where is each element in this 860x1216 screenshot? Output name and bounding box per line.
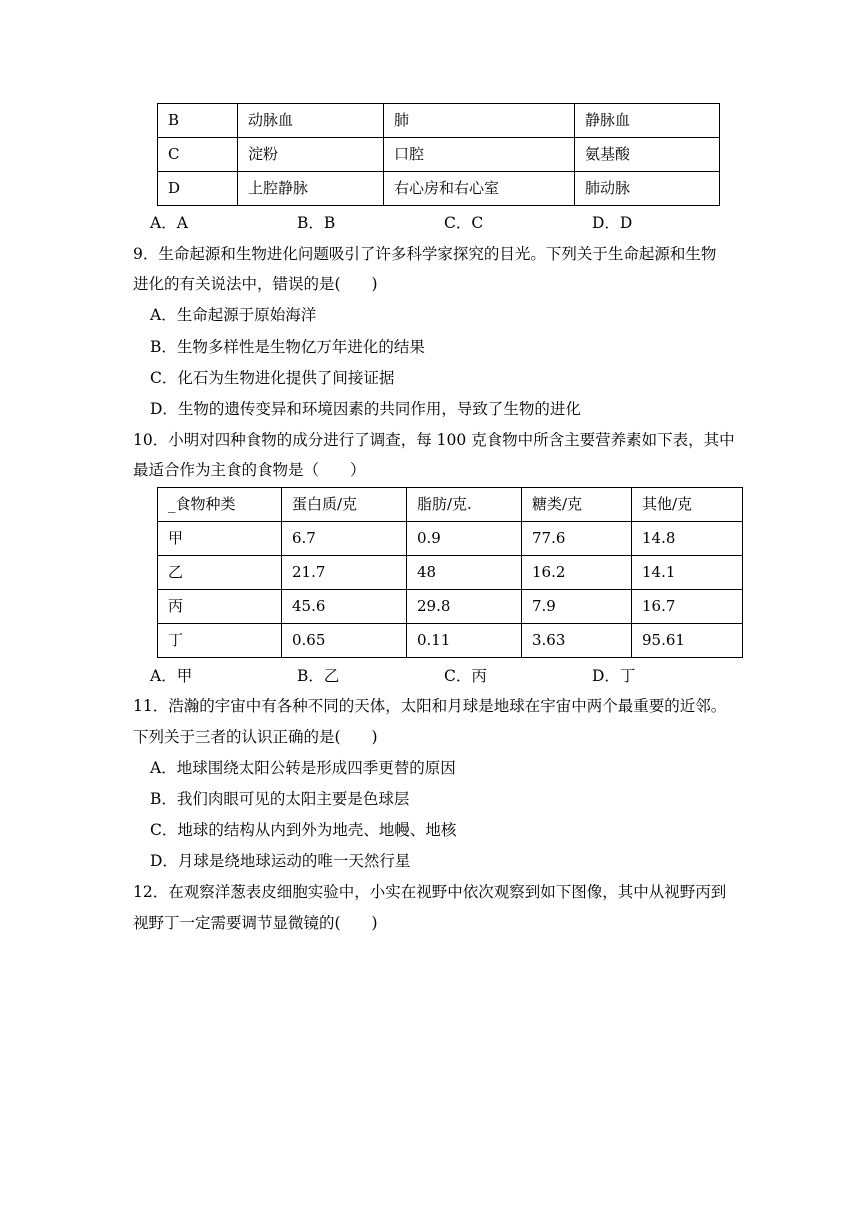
table-cell: 14.1: [632, 556, 743, 590]
table-cell: 丁: [158, 624, 282, 658]
column-header: 脂肪/克.: [407, 488, 522, 522]
table-row: [158, 172, 720, 206]
table-cell: 0.9: [407, 522, 522, 556]
table-cell: 6.7: [282, 522, 407, 556]
q10-option-a: A．甲: [150, 667, 193, 685]
table-row: [158, 138, 720, 172]
q12-stem-line-2: 视野丁一定需要调节显微镜的( ): [133, 914, 378, 932]
column-header: 蛋白质/克: [282, 488, 407, 522]
q12-stem-line-1: 12．在观察洋葱表皮细胞实验中，小实在视野中依次观察到如下图像，其中从视野丙到: [133, 883, 727, 901]
q8-option-b: B．B: [297, 214, 336, 232]
table-cell: 21.7: [282, 556, 407, 590]
q10-option-c: C．丙: [444, 667, 487, 685]
q8-option-c: C．C: [444, 214, 484, 232]
q9-stem-line-1: 9．生命起源和生物进化问题吸引了许多科学家探究的目光。下列关于生命起源和生物: [133, 245, 717, 263]
table-cell: 丙: [158, 590, 282, 624]
table-cell: 静脉血: [575, 104, 720, 138]
q10-option-d: D．丁: [592, 667, 636, 685]
table-cell: 肺动脉: [575, 172, 720, 206]
q10-stem-line-1: 10．小明对四种食物的成分进行了调查，每 100 克食物中所含主要营养素如下表，其中: [133, 431, 735, 449]
q9-option-d: D．生物的遗传变异和环境因素的共同作用，导致了生物的进化: [150, 400, 581, 418]
food-nutrient-table: [157, 487, 743, 658]
q11-stem-line-2: 下列关于三者的认识正确的是( ): [133, 728, 378, 746]
table-cell: 48: [407, 556, 522, 590]
table-cell: 氨基酸: [575, 138, 720, 172]
q10-option-b: B．乙: [297, 667, 340, 685]
table-cell: 29.8: [407, 590, 522, 624]
q9-option-b: B．生物多样性是生物亿万年进化的结果: [150, 338, 425, 356]
table-cell: 口腔: [384, 138, 575, 172]
table-cell: 77.6: [522, 522, 632, 556]
table-cell: 动脉血: [238, 104, 384, 138]
table-cell: 16.2: [522, 556, 632, 590]
table-cell: 3.63: [522, 624, 632, 658]
table-cell: D: [158, 172, 238, 206]
q9-stem-line-2: 进化的有关说法中，错误的是( ): [133, 275, 378, 293]
table-cell: 14.8: [632, 522, 743, 556]
table-row: [158, 556, 743, 590]
table-row: [158, 624, 743, 658]
table-row: [158, 522, 743, 556]
table-header-row: [158, 488, 743, 522]
table-cell: 0.11: [407, 624, 522, 658]
table-cell: 淀粉: [238, 138, 384, 172]
table-cell: C: [158, 138, 238, 172]
q11-option-c: C．地球的结构从内到外为地壳、地幔、地核: [150, 821, 457, 839]
table-cell: 16.7: [632, 590, 743, 624]
question-8-table: [157, 103, 720, 206]
q9-option-a: A．生命起源于原始海洋: [150, 306, 317, 324]
table-row: [158, 590, 743, 624]
q9-option-c: C．化石为生物进化提供了间接证据: [150, 369, 395, 387]
table-cell: 0.65: [282, 624, 407, 658]
table-row: [158, 104, 720, 138]
q10-stem-line-2: 最适合作为主食的食物是（ ）: [133, 461, 366, 479]
table-cell: 肺: [384, 104, 575, 138]
table-cell: 甲: [158, 522, 282, 556]
table-cell: 上腔静脉: [238, 172, 384, 206]
column-header: 糖类/克: [522, 488, 632, 522]
q11-option-d: D．月球是绕地球运动的唯一天然行星: [150, 852, 411, 870]
column-header: _食物种类: [158, 488, 282, 522]
table-cell: 乙: [158, 556, 282, 590]
table-cell: B: [158, 104, 238, 138]
column-header: 其他/克: [632, 488, 743, 522]
q11-option-b: B．我们肉眼可见的太阳主要是色球层: [150, 790, 410, 808]
q11-option-a: A．地球围绕太阳公转是形成四季更替的原因: [150, 759, 456, 777]
q8-option-d: D．D: [592, 214, 633, 232]
q11-stem-line-1: 11．浩瀚的宇宙中有各种不同的天体，太阳和月球是地球在宇宙中两个最重要的近邻。: [133, 697, 727, 715]
table-cell: 右心房和右心室: [384, 172, 575, 206]
table-cell: 7.9: [522, 590, 632, 624]
q8-option-a: A．A: [150, 214, 188, 232]
table-cell: 95.61: [632, 624, 743, 658]
table-cell: 45.6: [282, 590, 407, 624]
